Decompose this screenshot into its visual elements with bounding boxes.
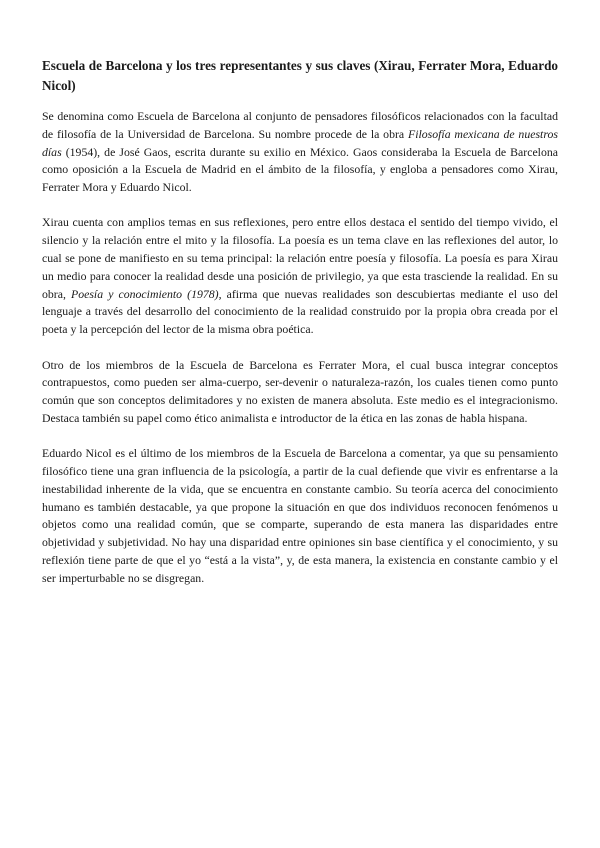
document-page — [42, 56, 558, 605]
paragraph-xirau — [42, 214, 558, 339]
paragraph-xirau-text-end: afirma que nuevas realidades son descubiertas mediante el uso del lenguaje a través del desarrollo del conocimiento de la realidad construido por la propia obra creada por el poeta y la percepción del lector de la misma obra poética. — [42, 286, 558, 337]
book-title-poesia-y-conocimiento: Poesía y conocimiento (1978), — [71, 286, 222, 301]
paragraph-intro — [42, 108, 558, 197]
book-title-filosofia-mexicana: Filosofía mexicana de nuestros días — [42, 126, 558, 159]
paragraph-intro-text-start: Se denomina como Escuela de Barcelona al conjunto de pensadores filosóficos relacionados con la facultad de filosofía de la Universidad de Barcelona. Su nombre procede de la obra — [42, 109, 558, 141]
document-title: Escuela de Barcelona y los tres representantes y sus claves (Xirau, Ferrater Mora, Eduardo Nicol) — [42, 58, 558, 93]
paragraph-ferrater-mora: Otro de los miembros de la Escuela de Barcelona es Ferrater Mora, el cual busca integrar conceptos contrapuestos, como pueden ser alma-cuerpo, ser-devenir o naturaleza-razón, los cuales tienen como punto común que son conceptos delimitadores y no existen de manera absoluta. Este medio es el integracionismo. Destaca también su papel como ético animalista e introductor de la ética en las zonas de habla hispana. — [42, 357, 558, 425]
paragraph-eduardo-nicol: Eduardo Nicol es el último de los miembros de la Escuela de Barcelona a comentar, ya que su pensamiento filosófico tiene una gran influencia de la psicología, a partir de la cual defiende que vivir es enfrentarse a la inestabilidad inherente de la vida, que se encuentra en constante cambio. Su teoría acerca del conocimiento humano es también destacable, ya que propone la situación en que dos individuos reconocen fenómenos u objetos como una realidad común, que se comparte, superando de esta manera las disparidades entre objetividad y subjetividad. No hay una disparidad entre opiniones sin base científica y el conocimiento, y su reflexión tiene parte de que el yo “está a la vista”, y, de esta manera, la existencia en constante cambio y el ser imperturbable no se disgregan. — [42, 446, 558, 585]
paragraph-intro-text-end: (1954), de José Gaos, escrita durante su exilio en México. Gaos consideraba la Escuela de Barcelona como oposición a la Escuela de Madrid en el ámbito de la filosofía, y engloba a pensadores como Xirau, Ferrater Mora y Eduardo Nicol. — [42, 144, 558, 195]
paragraph-xirau-text-start: Xirau cuenta con amplios temas en sus reflexiones, pero entre ellos destaca el sentido del tiempo vivido, el silencio y la relación entre el mito y la filosofía. La poesía es un tema clave en las reflexiones del autor, lo cual se pone de manifiesto en su tema principal: la relación entre poesía y filosofía. La poesía es para Xirau un medio para conocer la realidad desde una posición de privilegio, ya que esta trasciende la realidad. En su obra, — [42, 215, 558, 301]
